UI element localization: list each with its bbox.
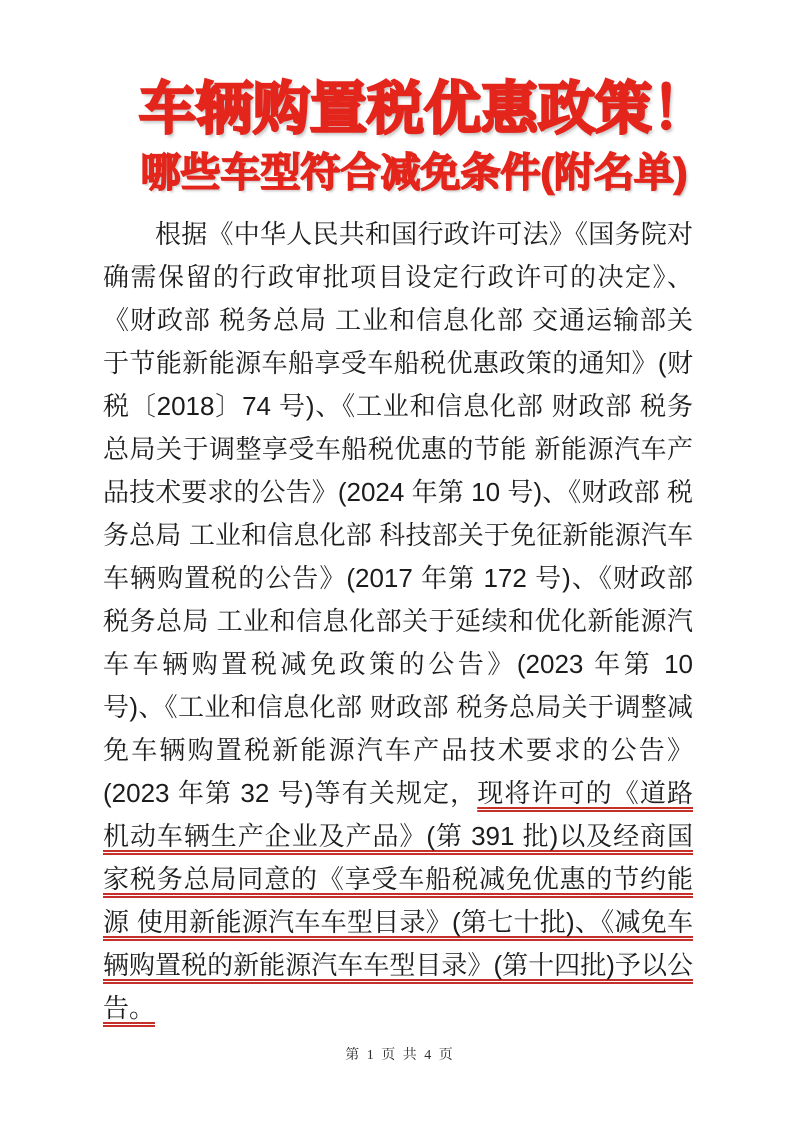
article-body — [103, 213, 693, 1030]
subtitle: 哪些车型符合减免条件(附名单) — [140, 151, 688, 196]
body-paragraph — [103, 213, 693, 1030]
paragraph-underlined-text: 现将许可的《道路机动车辆生产企业及产品》(第 391 批)以及经商国家税务总局同意的《享受车船税减免优惠的节约能源 使用新能源汽车车型目录》(第七十批)、《减免车辆购置税的新能源汽车车型目录》(第十四批)予以公告。 — [103, 778, 693, 1023]
page-number-indicator: 第 1 页 共 4 页 — [345, 1048, 455, 1063]
page-footer — [0, 1044, 800, 1064]
paragraph-lead-text: 根据《中华人民共和国行政许可法》《国务院对确需保留的行政审批项目设定行政许可的决定》、《财政部 税务总局 工业和信息化部 交通运输部关于节能新能源车船享受车船税优惠政策的通知》(财税〔2018〕74 号)、《工业和信息化部 财政部 税务总局关于调整享受车船税优惠的节能 新能源汽车产品技术要求的公告》(2024 年第 10 号)、《财政部 税务总局 工业和信息化部 科技部关于免征新能源汽车车辆购置税的公告》(2017 年第 172 号)、《财政部 税务总局 工业和信息化部关于延续和优化新能源汽车车辆购置税减免政策的公告》(2023 年第 10 号)、《工业和信息化部 财政部 税务总局关于调整减免车辆购置税新能源汽车产品技术要求的公告》(2023 年第 32 号)等有关规定， — [103, 219, 693, 808]
article-header — [0, 77, 800, 196]
main-title: 车辆购置税优惠政策！ — [139, 77, 709, 141]
